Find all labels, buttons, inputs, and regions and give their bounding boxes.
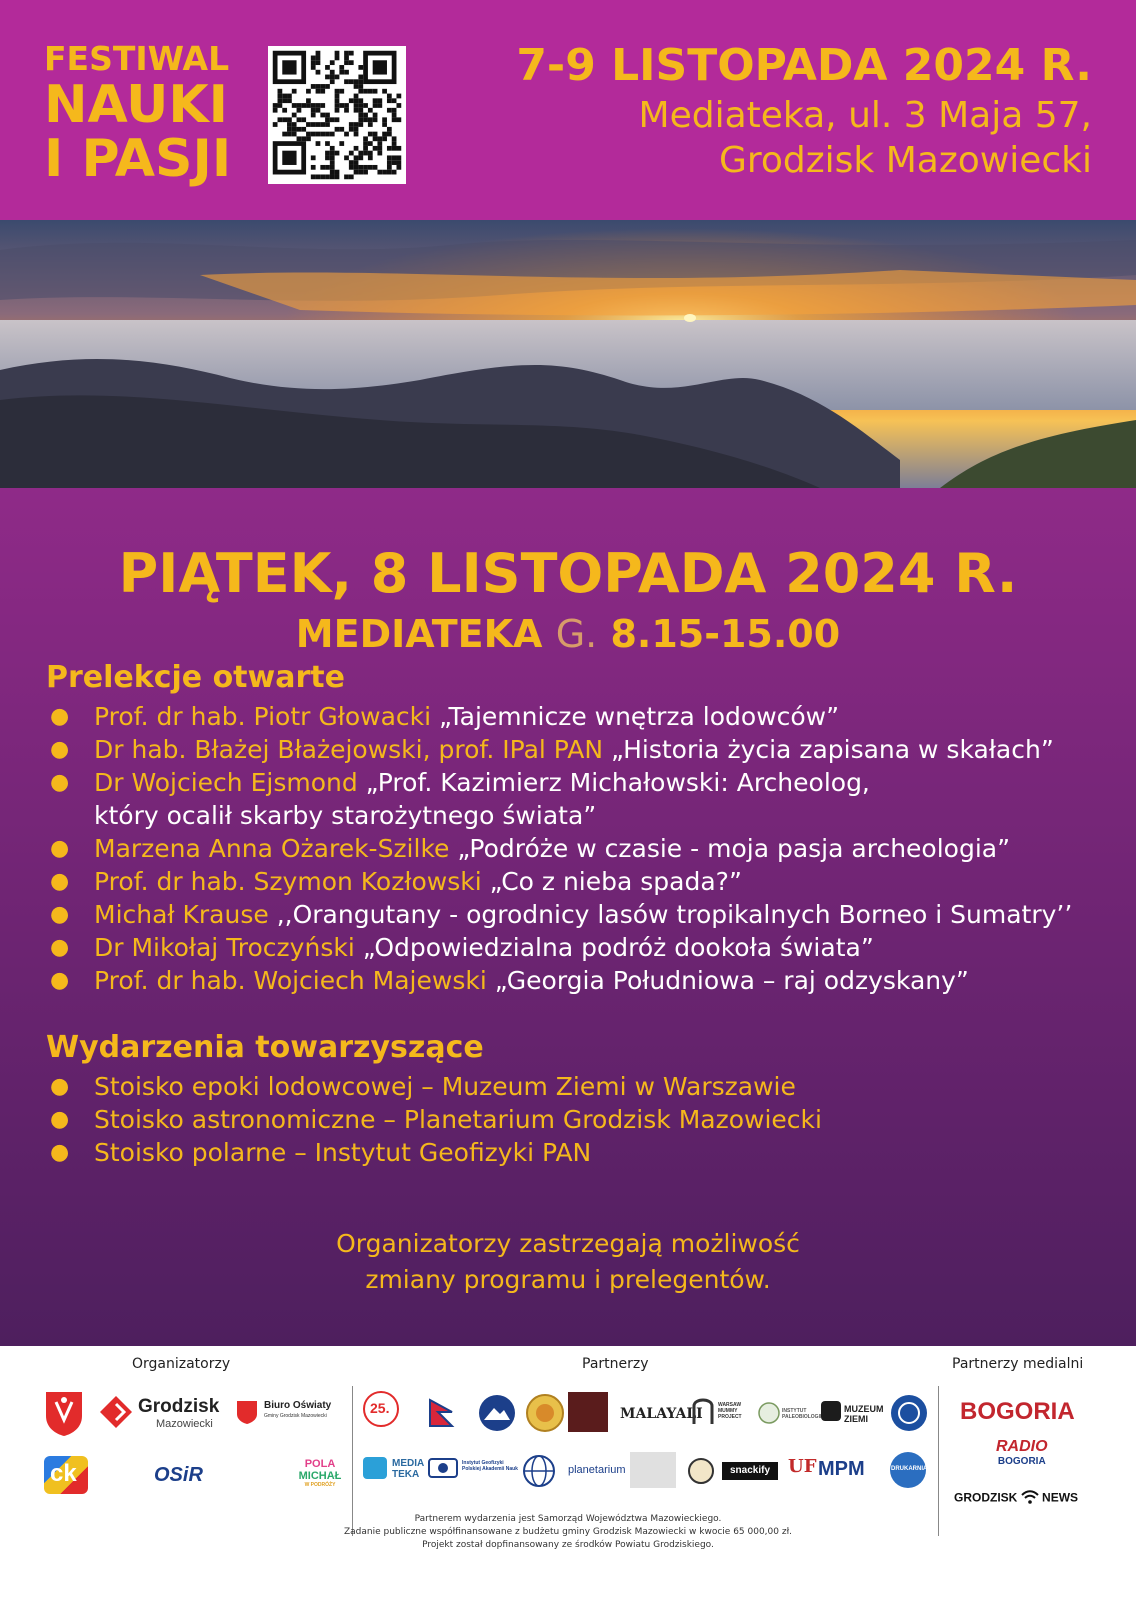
partner-round-logo-3[interactable] [890, 1394, 928, 1437]
instytut-paleo-text: INSTYTUT PALEOBIOLOGII [782, 1408, 822, 1420]
grodzisk-coat-of-arms-icon[interactable] [44, 1390, 84, 1441]
header-banner [0, 0, 1136, 220]
event-text: Stoisko astronomiczne – Planetarium Grodzisk Mazowiecki [94, 1105, 822, 1134]
badge-25-logo[interactable] [362, 1390, 400, 1433]
lecture-title: ,,Orangutany - ogrodnicy lasów tropikalnych Borneo i Sumatry’’ [276, 900, 1073, 929]
lecture-title: „Tajemnicze wnętrza lodowców” [439, 702, 840, 731]
bullet-icon: ● [50, 1107, 70, 1132]
warsaw-mummy-text: WARSAW MUMMY PROJECT [718, 1402, 742, 1420]
lectures-list [46, 700, 1106, 997]
event-info [516, 42, 1092, 183]
event-item [46, 1103, 1106, 1136]
lecture-speaker: Prof. dr hab. Wojciech Majewski [94, 966, 487, 995]
grodzisk-news-b: NEWS [1042, 1490, 1079, 1505]
lecture-title: „Odpowiedzialna podróż dookoła świata” [362, 933, 874, 962]
event-item [46, 1136, 1106, 1169]
event-dates: 7-9 LISTOPADA 2024 R. [516, 40, 1092, 91]
planetarium-logo[interactable]: planetarium [568, 1464, 626, 1476]
uf-logo[interactable]: UF [788, 1456, 817, 1477]
drukarnia-text: DRUKARNIA [891, 1466, 928, 1472]
event-city: Grodzisk Mazowiecki [718, 139, 1092, 181]
bullet-icon: ● [50, 737, 70, 762]
lecture-item [46, 766, 1106, 832]
ck-logo[interactable] [44, 1456, 88, 1494]
partner-round-logo-1[interactable] [478, 1394, 516, 1437]
lecture-title: „Georgia Południowa – raj odzyskany” [494, 966, 969, 995]
lecture-item [46, 865, 1106, 898]
bullet-icon: ● [50, 1140, 70, 1165]
mediateka-text: MEDIA TEKA [392, 1458, 424, 1480]
partner-dark-logo[interactable] [568, 1392, 608, 1432]
media-partners-label: Partnerzy medialni [952, 1356, 1084, 1372]
event-text: Stoisko epoki lodowcowej – Muzeum Ziemi w Warszawie [94, 1072, 796, 1101]
lecture-speaker: Dr hab. Błażej Błażejowski, prof. IPal PAN [94, 735, 604, 764]
events-heading: Wydarzenia towarzyszące [46, 1030, 484, 1065]
osir-logo[interactable]: OSiR [154, 1464, 203, 1486]
lecture-title-continuation: który ocalił skarby starożytnego świata” [94, 801, 597, 830]
program-venue [0, 612, 1136, 656]
lectures-heading: Prelekcje otwarte [46, 660, 345, 695]
grodzisk-news-a: GRODZISK [954, 1490, 1018, 1505]
bullet-icon: ● [50, 869, 70, 894]
lecture-item [46, 898, 1106, 931]
program-day: PIĄTEK, 8 LISTOPADA 2024 R. [118, 542, 1018, 605]
event-text: Stoisko polarne – Instytut Geofizyki PAN [94, 1138, 592, 1167]
lecture-speaker: Dr Mikołaj Troczyński [94, 933, 355, 962]
bullet-icon: ● [50, 770, 70, 795]
instytut-geofizyki-logo[interactable] [428, 1458, 518, 1483]
bullet-icon: ● [50, 1074, 70, 1099]
grodzisk-logo[interactable] [98, 1394, 220, 1435]
biuro-oswiaty-logo[interactable] [236, 1400, 332, 1429]
festival-line2: NAUKI [44, 75, 229, 135]
festival-logo [44, 39, 232, 189]
nepal-flag-icon[interactable] [426, 1398, 456, 1433]
lecture-item [46, 931, 1106, 964]
radio-sub: BOGORIA [997, 1456, 1046, 1467]
event-item [46, 1070, 1106, 1103]
lecture-speaker: Prof. dr hab. Szymon Kozłowski [94, 867, 482, 896]
note-line2: zmiany programu i prelegentów. [365, 1265, 771, 1294]
radio-bogoria-logo[interactable] [996, 1438, 1048, 1467]
pola-text: POLA [304, 1458, 336, 1470]
mediateka-logo[interactable] [362, 1456, 424, 1485]
lecture-item [46, 733, 1106, 766]
festival-line1: FESTIWAL [44, 39, 230, 78]
fine-line1: Partnerem wydarzenia jest Samorząd Województwa Mazowieckiego. [414, 1514, 722, 1524]
wifi-icon [1021, 1490, 1039, 1507]
partners-label: Partnerzy [582, 1356, 649, 1372]
bullet-icon: ● [50, 935, 70, 960]
festival-line3: I PASJI [44, 129, 232, 189]
partner-globe-icon[interactable] [522, 1454, 556, 1493]
bullet-icon: ● [50, 902, 70, 927]
footer-logos [0, 1346, 1136, 1600]
lecture-title: „Prof. Kazimierz Michałowski: Archeolog, [365, 768, 870, 797]
malayali-logo[interactable]: MALAYALI [620, 1406, 703, 1422]
lecture-speaker: Marzena Anna Ożarek-Szilke [94, 834, 450, 863]
organizers-label: Organizatorzy [132, 1356, 231, 1372]
lecture-title: „Historia życia zapisana w skałach” [611, 735, 1054, 764]
ck-text: ck [50, 1460, 77, 1487]
venue-name: MEDIATEKA [295, 612, 543, 656]
grodzisk-logo-sub: Mazowiecki [156, 1418, 213, 1430]
instytut-paleobiologii-logo[interactable] [758, 1402, 822, 1429]
partner-grey-logo[interactable] [630, 1452, 676, 1488]
bullet-icon: ● [50, 836, 70, 861]
badge-25-text: 25. [370, 1400, 390, 1416]
geofizyki-text: Instytut Geofizyki Polskiej Akademii Nauk [462, 1460, 518, 1472]
lecture-speaker: Dr Wojciech Ejsmond [94, 768, 358, 797]
event-address: Mediateka, ul. 3 Maja 57, [638, 95, 1092, 137]
pola-sub: W PODRÓŻY [304, 1482, 336, 1488]
mountain-sunset-photo [0, 220, 1136, 488]
muzeum-ziemi-text: MUZEUM ZIEMI [844, 1404, 884, 1424]
lecture-title: „Co z nieba spada?” [489, 867, 742, 896]
note-line1: Organizatorzy zastrzegają możliwość [336, 1229, 800, 1258]
fine-line2: Zadanie publiczne współfinansowane z budżetu gminy Grodzisk Mazowiecki w kwocie 65 000,00 zł. [343, 1527, 793, 1537]
footer-fine-print [0, 1513, 1136, 1552]
partner-round-logo-2[interactable] [526, 1394, 564, 1437]
lecture-item [46, 832, 1106, 865]
biuro-text: Biuro Oświaty [264, 1400, 332, 1411]
radio-text: RADIO [996, 1438, 1048, 1455]
grodzisk-news-logo[interactable] [954, 1490, 1078, 1507]
fine-line3: Projekt został dopfinansowany ze środków Powiatu Grodziskiego. [422, 1540, 714, 1550]
mpm-logo[interactable]: MPM [818, 1458, 865, 1480]
michal-text: MICHAŁ [298, 1470, 342, 1482]
biuro-sub: Gminy Grodzisk Mazowiecki [264, 1413, 327, 1419]
lecture-item [46, 700, 1106, 733]
program-time: 8.15-15.00 [610, 612, 841, 656]
warsaw-mummy-logo[interactable] [690, 1396, 742, 1431]
bullet-icon: ● [50, 968, 70, 993]
grodzisk-logo-text: Grodzisk [138, 1396, 220, 1417]
pola-michal-logo[interactable] [298, 1458, 342, 1488]
lecture-item [46, 964, 1106, 997]
time-prefix: G. [555, 612, 598, 656]
qr-code-icon[interactable] [268, 46, 406, 184]
partner-badge-logo[interactable] [688, 1456, 714, 1491]
muzeum-ziemi-logo[interactable] [820, 1400, 884, 1427]
lecture-title: „Podróże w czasie - moja pasja archeologia” [457, 834, 1011, 863]
lecture-speaker: Prof. dr hab. Piotr Głowacki [94, 702, 432, 731]
bullet-icon: ● [50, 704, 70, 729]
drukarnia-logo[interactable] [888, 1450, 928, 1495]
lecture-speaker: Michał Krause [94, 900, 269, 929]
program-note [0, 1226, 1136, 1298]
events-list [46, 1070, 1106, 1169]
bogoria-logo[interactable]: BOGORIA [960, 1398, 1075, 1425]
snackify-logo[interactable]: snackify [722, 1462, 778, 1480]
